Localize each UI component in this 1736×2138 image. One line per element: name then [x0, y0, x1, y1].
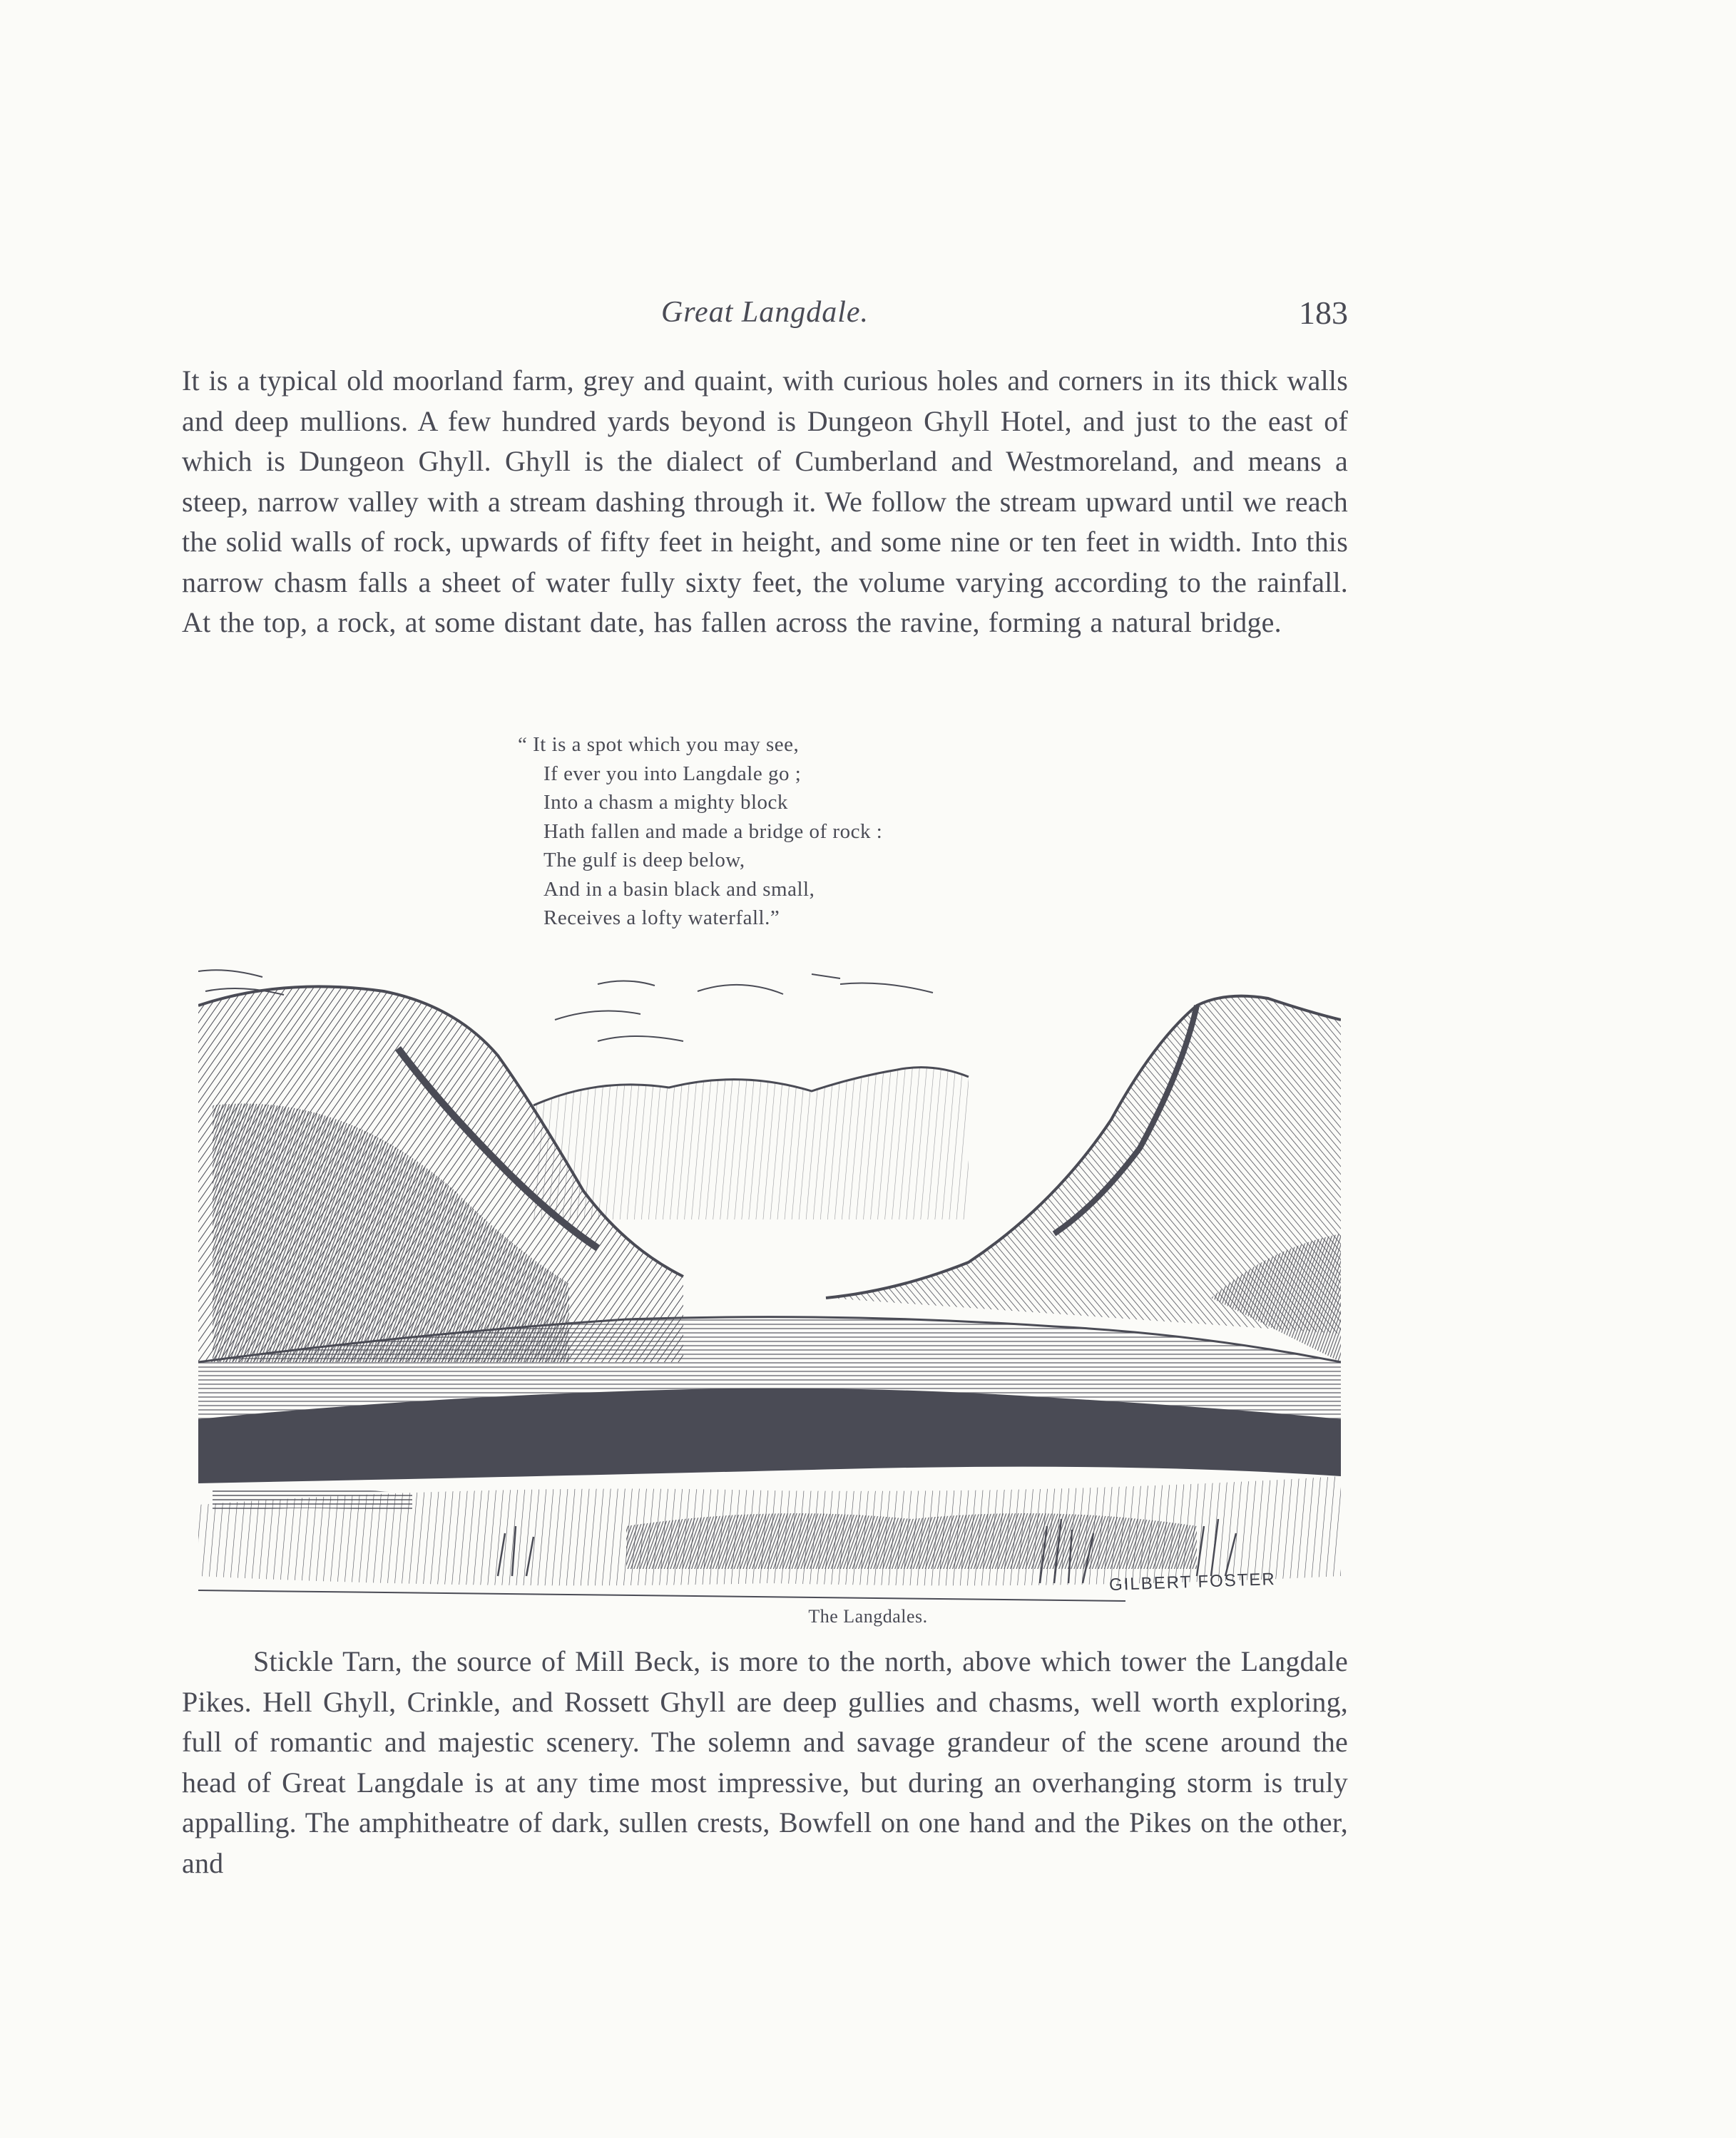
- poem-quotation: [518, 730, 883, 933]
- body-paragraph-1: It is a typical old moorland farm, grey and quaint, with curious holes and corners in its thick walls and deep mullions. A few hundred yards beyond is Dungeon Ghyll Hotel, and just to the east of which is Dungeon Ghyll. Ghyll is the dialect of Cumberland and Westmoreland, and means a steep, narrow valley with a stream dashing through it. We follow the stream upward until we reach the solid walls of rock, upwards of fifty feet in height, and some nine or ten feet in width. Into this narrow chasm falls a sheet of water fully sixty feet, the volume varying according to the rainfall. At the top, a rock, at some distant date, has fallen across the ravine, forming a natural bridge.: [182, 364, 1348, 638]
- page-number: 183: [1299, 295, 1348, 331]
- poem-line: Hath fallen and made a bridge of rock :: [543, 819, 883, 843]
- poem-line: Into a chasm a mighty block: [543, 791, 788, 814]
- distant-ridge: [533, 1068, 969, 1219]
- body-paragraph-2: Stickle Tarn, the source of Mill Beck, is more to the north, above which tower the Langdale Pikes. Hell Ghyll, Crinkle, and Rossett Ghyll are deep gullies and chasms, well worth exploring, full of romantic and majestic scenery. The solemn and savage grandeur of the scene around the head of Great Langdale is at any time most impressive, but during an overhanging storm is truly appalling. The amphitheatre of dark, sullen crests, Bowfell on one hand and the Pikes on the other, and: [182, 1645, 1348, 1879]
- poem-line: If ever you into Langdale go ;: [543, 762, 802, 785]
- running-title: Great Langdale.: [660, 296, 869, 329]
- illustration-caption: The Langdales.: [808, 1606, 928, 1627]
- poem-line: The gulf is deep below,: [543, 849, 745, 871]
- landscape-engraving: [198, 963, 1341, 1612]
- poem-line: Receives a lofty waterfall.”: [543, 906, 780, 929]
- running-head: [182, 294, 1348, 337]
- poem-line: “ It is a spot which you may see,: [518, 733, 800, 756]
- artist-signature: GILBERT FOSTER: [1108, 1569, 1277, 1595]
- poem-line: And in a basin black and small,: [543, 877, 815, 901]
